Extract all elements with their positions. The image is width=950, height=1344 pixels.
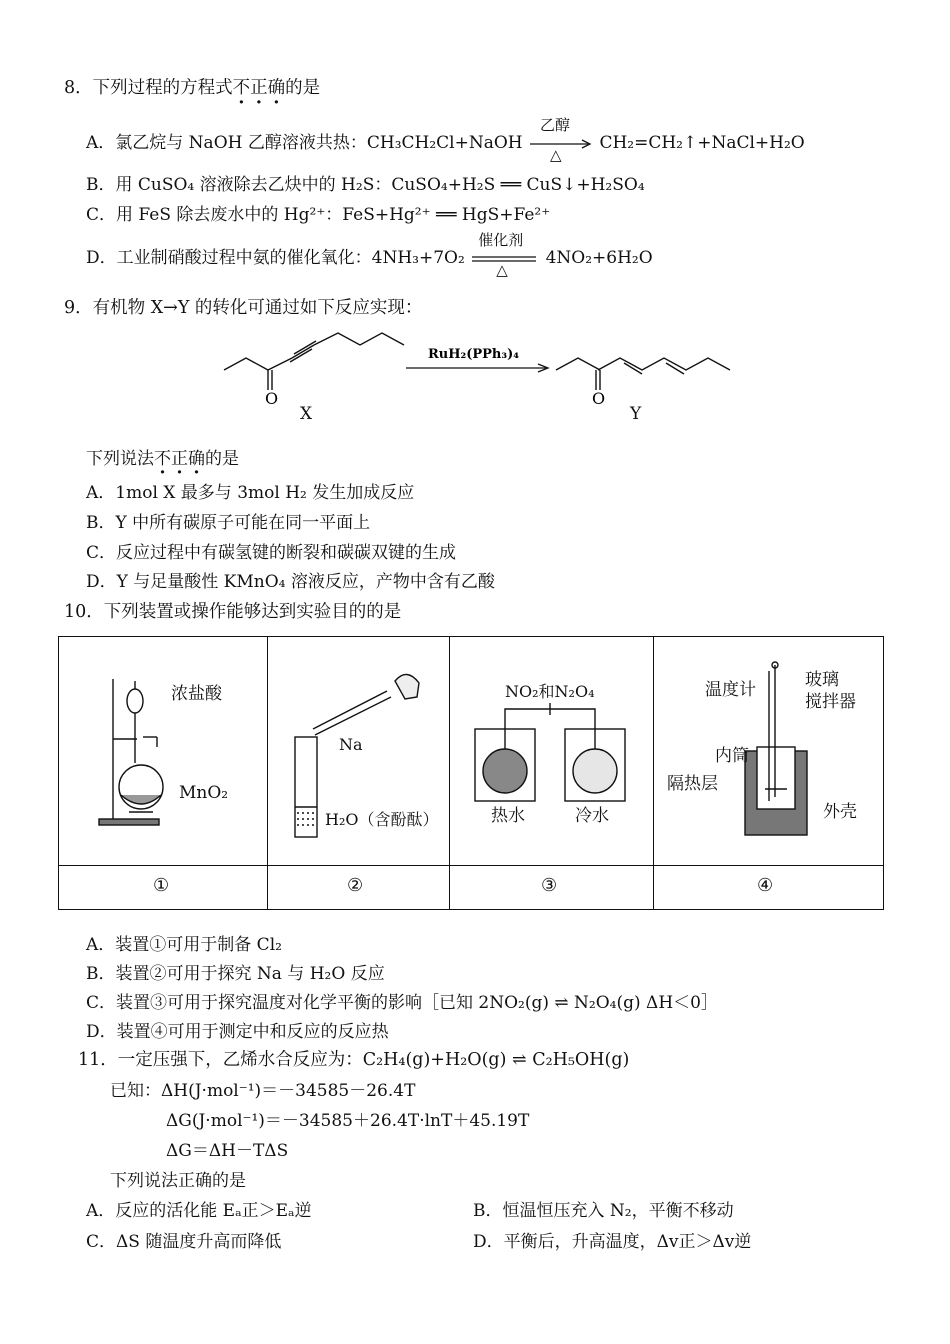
q11-stem: 11．一定压强下，乙烯水合反应为：C₂H₄(g)+H₂O(g) ⇌ C₂H₅OH(g) <box>78 1050 630 1070</box>
label-cold-water: 冷水 <box>575 806 609 826</box>
label-y: Y <box>630 404 642 424</box>
oxygen-label-y: O <box>592 389 606 408</box>
label-insulation: 隔热层 <box>667 774 718 794</box>
reaction-arrow-condition: 乙醇 △ <box>528 134 594 154</box>
q10-option-c: C．装置③可用于探究温度对化学平衡的影响［已知 2NO₂(g) ⇌ N₂O₄(g) ΔH＜0］ <box>86 993 718 1013</box>
label-water: H₂O（含酚酞） <box>325 810 439 829</box>
q8-option-b: B．用 CuSO₄ 溶液除去乙炔中的 H₂S：CuSO₄+H₂S ══ CuS↓+H₂SO₄ <box>86 175 645 195</box>
molecule-x <box>224 333 404 390</box>
q9-option-c: C．反应过程中有碳氢键的断裂和碳碳双键的生成 <box>86 543 457 563</box>
label-na: Na <box>339 735 363 754</box>
apparatus-table <box>58 636 884 910</box>
q10-option-d: D．装置④可用于测定中和反应的反应热 <box>86 1022 389 1042</box>
label-outer-shell: 外壳 <box>823 802 857 822</box>
label-stirrer-1: 玻璃 <box>805 670 839 690</box>
q11-known-1: 已知：ΔH(J·mol⁻¹)＝－34585－26.4T <box>110 1081 416 1101</box>
label-thermometer: 温度计 <box>705 680 756 700</box>
q9-stem: 9．有机物 X→Y 的转化可通过如下反应实现： <box>64 298 423 318</box>
apparatus-2 <box>267 637 450 865</box>
calorimeter-figure <box>653 637 883 865</box>
reaction-arrow <box>406 364 548 372</box>
q9-option-d: D．Y 与足量酸性 KMnO₄ 溶液反应，产物中含有乙酸 <box>86 572 495 592</box>
q8-option-c: C．用 FeS 除去废水中的 Hg²⁺：FeS+Hg²⁺ ══ HgS+Fe²⁺ <box>86 205 551 225</box>
q11-known-2: ΔG(J·mol⁻¹)＝－34585＋26.4T·lnT＋45.19T <box>166 1111 530 1131</box>
q10-option-b: B．装置②可用于探究 Na 与 H₂O 反应 <box>86 964 385 984</box>
apparatus-1 <box>59 637 268 865</box>
reagent-label: RuH₂(PPh₃)₄ <box>428 347 519 362</box>
no2-equilibrium-figure <box>449 637 653 865</box>
number-2: ② <box>347 875 364 896</box>
label-mno2: MnO₂ <box>179 783 229 803</box>
label-inner-cup: 内筒 <box>715 746 749 766</box>
oxygen-label-x: O <box>265 389 279 408</box>
apparatus-4 <box>653 637 883 865</box>
number-1: ① <box>153 875 170 896</box>
q9-reaction-scheme <box>210 328 770 428</box>
label-stirrer-2: 搅拌器 <box>805 692 856 712</box>
q10-stem: 10．下列装置或操作能够达到实验目的的是 <box>64 602 402 622</box>
q9-sub-stem: 下列说法不正确的是 <box>86 449 239 469</box>
apparatus-3 <box>449 637 654 865</box>
label-x: X <box>300 404 313 424</box>
q9-option-a: A．1mol X 最多与 3mol H₂ 发生加成反应 <box>86 483 415 503</box>
label-no2-n2o4: NO₂和N₂O₄ <box>505 682 595 701</box>
q11-option-d: D．平衡后，升高温度，Δv正＞Δv逆 <box>473 1232 752 1252</box>
q10-option-a: A．装置①可用于制备 Cl₂ <box>86 935 282 955</box>
molecule-y <box>556 358 730 390</box>
number-4: ④ <box>757 875 774 896</box>
number-3: ③ <box>541 875 558 896</box>
q8-stem: 8．下列过程的方程式不正确的是 <box>64 78 321 98</box>
reaction-equals-condition: 催化剂 △ <box>470 249 540 269</box>
q11-sub-stem: 下列说法正确的是 <box>110 1171 246 1191</box>
q11-option-b: B．恒温恒压充入 N₂，平衡不移动 <box>473 1201 734 1221</box>
q11-option-a: A．反应的活化能 Eₐ正＞Eₐ逆 <box>86 1201 312 1221</box>
label-hcl: 浓盐酸 <box>171 684 222 704</box>
q11-known-3: ΔG＝ΔH－TΔS <box>166 1141 289 1161</box>
q9-option-b: B．Y 中所有碳原子可能在同一平面上 <box>86 513 371 533</box>
chlorine-generator-figure <box>59 637 267 865</box>
q8-option-a: A．氯乙烷与 NaOH 乙醇溶液共热：CH₃CH₂Cl+NaOH 乙醇 △ CH₂=CH₂↑+NaCl+H₂O <box>86 115 805 164</box>
q11-option-c: C．ΔS 随温度升高而降低 <box>86 1232 282 1252</box>
label-hot-water: 热水 <box>491 806 525 826</box>
q8-option-d: D．工业制硝酸过程中氨的催化氧化：4NH₃+7O₂ 催化剂 △ 4NO₂+6H₂O <box>86 230 653 279</box>
